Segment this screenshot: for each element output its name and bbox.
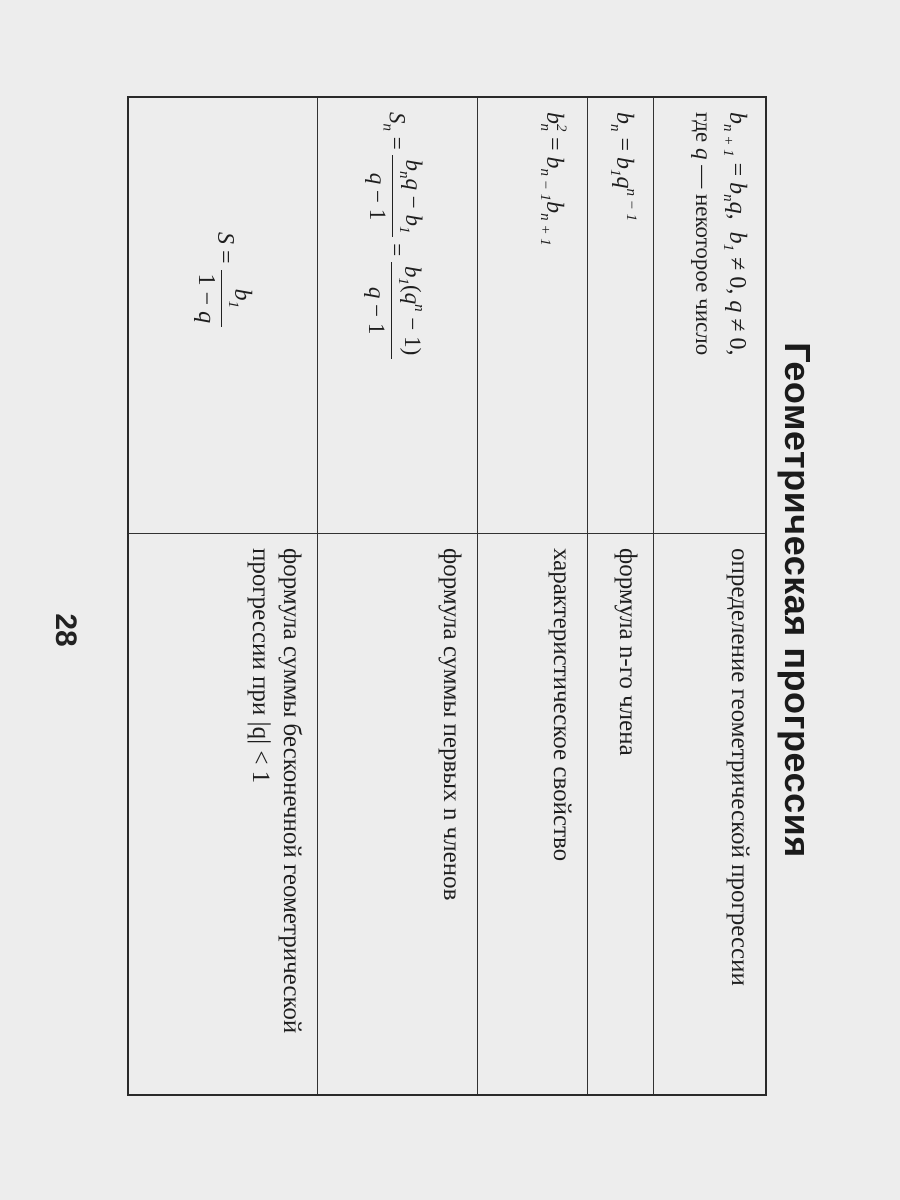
note-rest: — некоторое число bbox=[691, 165, 717, 356]
table-row bbox=[653, 98, 765, 1094]
formula-table bbox=[127, 96, 767, 1096]
table-row bbox=[477, 98, 587, 1094]
formula-cell bbox=[129, 98, 317, 534]
description-cell: формула n-го члена bbox=[614, 548, 641, 756]
description-cell: определение геометрической прогрессии bbox=[726, 548, 753, 986]
formula-definition: $b_{n + 1} = b_nq$, $b_1 \ne 0$, q ≠ 0, bbox=[720, 112, 750, 356]
formula-note: где q — некоторое число bbox=[691, 112, 717, 356]
page-title: Геометрическая прогрессия bbox=[777, 342, 818, 858]
formula-cell bbox=[478, 98, 587, 534]
table-row bbox=[129, 98, 317, 1094]
description-cell bbox=[298, 534, 477, 1094]
table-row bbox=[317, 98, 477, 1094]
formula-characteristic: $b^2_n = b_{n - 1}b_{n + 1}$ bbox=[537, 112, 569, 246]
description-cell: характеристическое свойство bbox=[548, 548, 575, 862]
description-text: формула суммы первых n членов bbox=[438, 548, 465, 901]
note-where: где bbox=[691, 112, 717, 143]
formula-sum-n: $S_n$ = $b_nq - b_1$ q − 1 = $b_1(q^n - 1)$ q − 1 bbox=[363, 112, 467, 519]
fraction-2: $b_1(q^n - 1)$ q − 1 bbox=[363, 262, 427, 359]
page-number: 28 bbox=[49, 613, 82, 647]
fraction-infinite: $b_1$ 1 − q bbox=[192, 270, 255, 328]
description-cell: формула суммы бесконечной геометрической прогрессии при |q| < 1 bbox=[246, 548, 305, 1034]
table-row bbox=[587, 98, 653, 1094]
formula-cell bbox=[588, 98, 653, 534]
formula-cell bbox=[318, 98, 477, 534]
formula-nth-term: $b_n = b_1q^{n - 1}$ bbox=[607, 112, 639, 222]
formula-sum-infinite: S = $b_1$ 1 − q bbox=[192, 112, 307, 519]
fraction-1: $b_nq - b_1$ q − 1 bbox=[364, 155, 426, 237]
formula-cell bbox=[654, 98, 765, 534]
